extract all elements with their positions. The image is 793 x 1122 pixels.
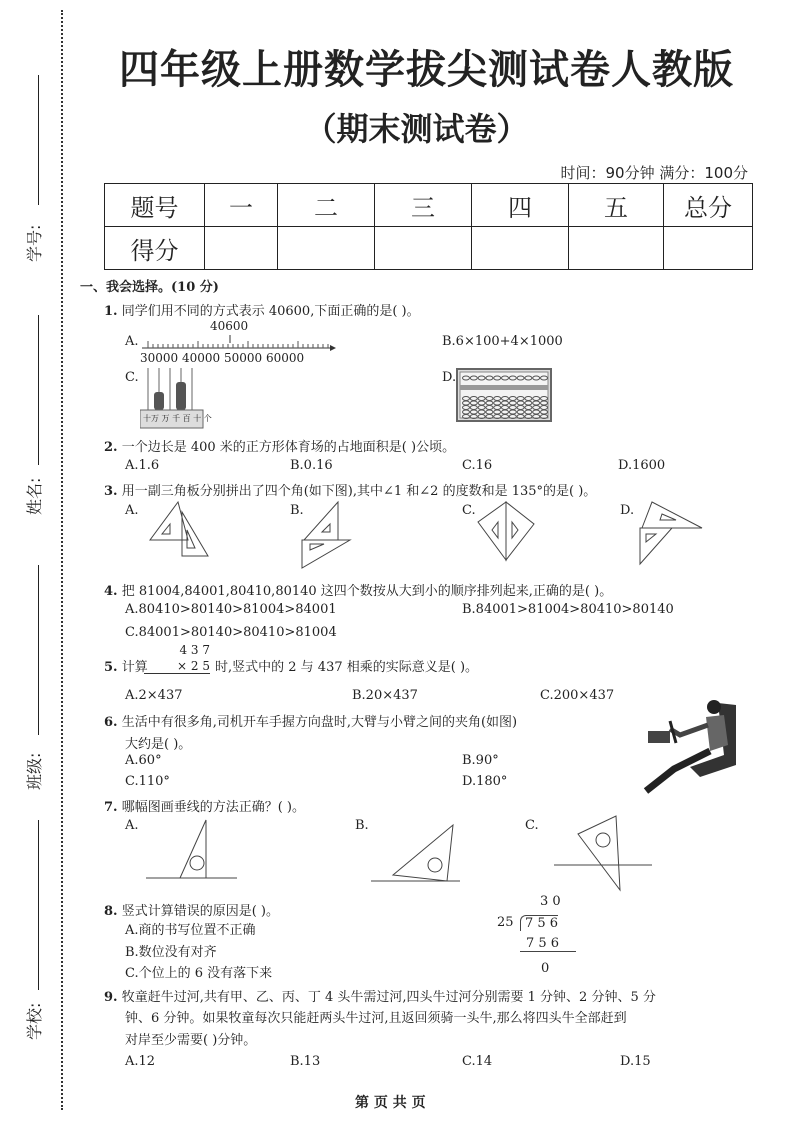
q6-text-cont: 大约是( )。	[125, 737, 192, 752]
q3-option: B.	[290, 503, 304, 518]
q9-option: A.12	[125, 1054, 156, 1069]
q1-number-line-mark: 40600	[210, 319, 249, 333]
q5-option: C.200×437	[540, 688, 615, 703]
q9-option: C.14	[462, 1054, 493, 1069]
q7-option: B.	[355, 818, 369, 833]
q-num: 8.	[104, 904, 118, 919]
q1-option-b: B.6×100+4×1000	[442, 334, 563, 349]
q4-option: C.84001>80140>80410>81004	[125, 625, 337, 640]
perpendicular-figure-b	[365, 815, 465, 885]
q8-option: B.数位没有对齐	[125, 945, 217, 960]
header-cell: 总分	[664, 184, 753, 227]
set-square-figure-d	[632, 500, 707, 568]
q5-text: 时,竖式中的 2 与 437 相乘的实际意义是( )。	[215, 660, 479, 675]
q7-option: C.	[525, 818, 539, 833]
header-cell: 五	[569, 184, 664, 227]
q9-text: 钟、6 分钟。如果牧童每次只能赶两头牛过河,且返回须骑一头牛,那么将四头牛全部赶到	[125, 1011, 627, 1026]
q2-option: B.0.16	[290, 458, 333, 473]
page-title: 四年级上册数学拔尖测试卷人教版	[119, 47, 734, 93]
q-num: 9.	[104, 990, 118, 1005]
q3-option: C.	[462, 503, 476, 518]
q7-option: A.	[125, 818, 139, 833]
q5-multiplier: × 2 5	[144, 659, 210, 674]
set-square-figure-c	[472, 500, 542, 562]
q2-text: 一个边长是 400 米的正方形体育场的占地面积是( )公顷。	[121, 440, 456, 455]
section-heading: 一、我会选择。(10 分)	[80, 280, 219, 295]
number-line	[140, 333, 340, 353]
class-label: 班级:	[25, 752, 44, 790]
set-square-figure-a	[140, 500, 215, 560]
q3-option: D.	[620, 503, 635, 518]
q7-text: 哪幅图画垂线的方法正确？( )。	[121, 800, 305, 815]
page-footer: 第 页 共 页	[355, 1095, 426, 1111]
q9-option: D.15	[620, 1054, 651, 1069]
q6-option: A.60°	[125, 753, 162, 768]
q-num: 4.	[104, 584, 118, 599]
q-num: 6.	[104, 715, 118, 730]
q5-option: B.20×437	[352, 688, 418, 703]
score-cell[interactable]	[472, 227, 569, 270]
q2-option: D.1600	[618, 458, 666, 473]
q3-text: 用一副三角板分别拼出了四个角(如下图),其中∠1 和∠2 的度数和是 135°的是( )。	[121, 484, 597, 499]
perpendicular-figure-a	[140, 815, 240, 885]
q5-pre: 计算	[121, 660, 148, 675]
q-num: 7.	[104, 800, 118, 815]
header-cell: 二	[278, 184, 375, 227]
division-divisor: 25	[497, 915, 514, 930]
q4-text: 把 81004,84001,80410,80140 这四个数按从大到小的顺序排列起来,正确的是( )。	[121, 584, 613, 599]
q5-option: A.2×437	[125, 688, 183, 703]
abacus-place-labels: 十万 万 千 百 十 个	[143, 414, 212, 423]
exam-meta: 时间：90分钟 满分：100分	[560, 164, 748, 182]
row-label: 得分	[105, 227, 205, 270]
binding-dashed-line	[61, 10, 63, 1110]
division-product: 7 5 6	[520, 936, 576, 952]
student-id-label: 学号:	[25, 224, 44, 262]
q1-text: 同学们用不同的方式表示 40600,下面正确的是( )。	[121, 304, 420, 319]
score-table	[104, 183, 753, 270]
score-cell[interactable]	[375, 227, 472, 270]
q8-option: A.商的书写位置不正确	[125, 923, 256, 938]
q2-option: C.16	[462, 458, 493, 473]
q1-option-c: C.	[125, 370, 139, 385]
header-cell: 四	[472, 184, 569, 227]
score-cell[interactable]	[205, 227, 278, 270]
q1-number-line-labels: 30000 40000 50000 60000	[140, 351, 305, 365]
header-cell: 三	[375, 184, 472, 227]
q8-text: 竖式计算错误的原因是( )。	[121, 904, 279, 919]
school-label: 学校:	[25, 1002, 44, 1040]
q6-option: C.110°	[125, 774, 170, 789]
q4-option: A.80410>80140>81004>84001	[125, 602, 337, 617]
q9-option: B.13	[290, 1054, 321, 1069]
division-quotient: 3 0	[540, 894, 561, 909]
q2-option: A.1.6	[125, 458, 160, 473]
school-line	[38, 820, 39, 990]
q1-option-d: D.	[442, 370, 457, 385]
name-label: 姓名:	[25, 477, 44, 515]
q3-option: A.	[125, 503, 139, 518]
q1-option-a: A.	[125, 334, 139, 349]
q5-multiplicand: 4 3 7	[179, 643, 210, 657]
class-line	[38, 565, 39, 735]
page-subtitle: （期末测试卷）	[304, 110, 529, 148]
q-num: 2.	[104, 440, 118, 455]
q-num: 3.	[104, 484, 118, 499]
division-dividend: 7 5 6	[520, 915, 558, 931]
division-remainder: 0	[541, 961, 550, 976]
q6-text: 生活中有很多角,司机开车手握方向盘时,大臂与小臂之间的夹角(如图)	[121, 715, 518, 730]
set-square-figure-b	[300, 500, 375, 570]
name-line	[38, 315, 39, 465]
score-cell[interactable]	[569, 227, 664, 270]
q-num: 5.	[104, 660, 118, 675]
q8-option: C.个位上的 6 没有落下来	[125, 966, 273, 981]
score-cell[interactable]	[664, 227, 753, 270]
perpendicular-figure-c	[540, 810, 660, 895]
abacus-icon	[456, 368, 552, 422]
header-cell: 一	[205, 184, 278, 227]
score-cell[interactable]	[278, 227, 375, 270]
q9-text: 牧童赶牛过河,共有甲、乙、丙、丁 4 头牛需过河,四头牛过河分别需要 1 分钟、2 分钟、5 分	[121, 990, 656, 1005]
q6-option: B.90°	[462, 753, 499, 768]
q9-text: 对岸至少需要( )分钟。	[125, 1033, 257, 1048]
header-cell: 题号	[105, 184, 205, 227]
q6-option: D.180°	[462, 774, 508, 789]
q4-option: B.84001>81004>80410>80140	[462, 602, 674, 617]
q-num: 1.	[104, 304, 118, 319]
driver-illustration	[640, 695, 740, 800]
